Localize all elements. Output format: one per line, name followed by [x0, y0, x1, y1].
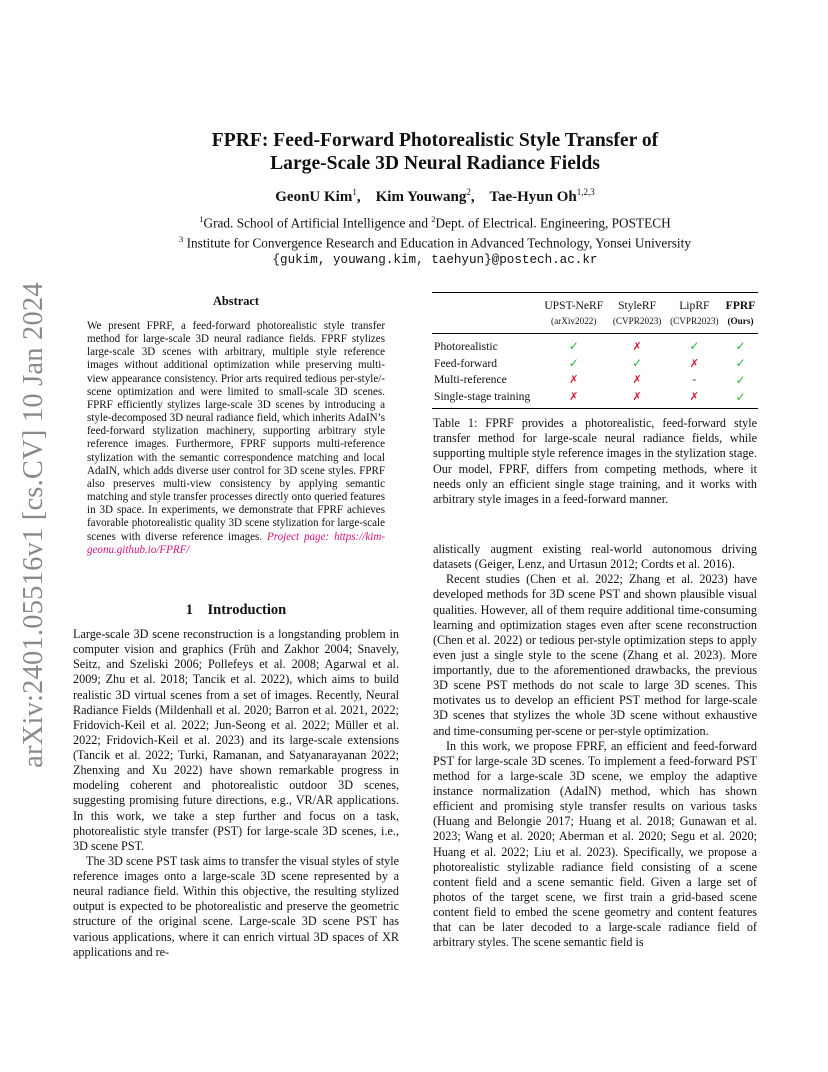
section-title: Introduction — [207, 602, 287, 618]
table-cell: ✗ — [569, 373, 579, 387]
column-header-ours: FPRF — [723, 293, 758, 315]
table-cell: - — [692, 373, 697, 387]
row-label: Photorealistic — [432, 334, 539, 355]
table-cell: ✗ — [608, 334, 665, 355]
table-cell: ✓ — [666, 334, 723, 355]
column-header: StyleRF — [608, 293, 665, 315]
right-column-text — [433, 542, 757, 950]
affiliations — [130, 211, 740, 268]
table-cell: ✗ — [608, 388, 665, 408]
author-name: Kim Youwang — [375, 189, 467, 205]
author-affil-mark: 2 — [466, 187, 471, 197]
project-page-link[interactable]: https://kim-geonu.github.io/FPRF/ — [87, 530, 385, 556]
affiliation-line-2: $^3$ Institute for Convergence Research and Education in Advanced Technology, Yonsei University — [179, 234, 691, 251]
title-line-2: Large-Scale 3D Neural Radiance Fields — [270, 153, 600, 174]
arxiv-id-text: arXiv:2401.05516v1 [cs.CV] 10 Jan 2024 — [18, 282, 49, 768]
table-cell: ✓ — [723, 334, 758, 355]
paragraph: The 3D scene PST task aims to transfer the visual styles of style reference images onto a large-scale 3D scene represented by a neural radiance field. Within this objective, the resulting stylized output is expected to be photorealistic and preserve the geometric structure of the original scene. Large-scale 3D scene PST has various applications, where it can enrich virtual 3D spaces of XR applications and re- — [73, 853, 399, 959]
column-venue: (CVPR2023) — [612, 316, 662, 326]
table-cell: ✓ — [568, 356, 579, 371]
paragraph: alistically augment existing real-world autonomous driving datasets (Geiger, Lenz, and Urtasun 2012; Cordts et al. 2016). — [433, 542, 757, 572]
author-emails: {gukim, youwang.kim, taehyun}@postech.ac.kr — [272, 252, 598, 267]
section-number: 1 — [185, 602, 194, 618]
column-venue-ours: (Ours) — [727, 316, 754, 326]
left-column-text — [73, 627, 399, 960]
column-header: LipRF — [666, 293, 723, 315]
author-name: Tae-Hyun Oh — [489, 189, 577, 205]
table-row — [432, 372, 758, 389]
table-row — [432, 334, 758, 355]
table-cell: ✓ — [735, 372, 746, 387]
table-cell: ✓ — [723, 388, 758, 408]
table-cell: ✗ — [539, 388, 608, 408]
row-label: Feed-forward — [434, 356, 498, 370]
arxiv-identifier — [6, 282, 62, 768]
row-label: Single-stage training — [432, 388, 539, 408]
table-cell: ✗ — [632, 373, 642, 387]
table-row — [432, 388, 758, 408]
table-cell: ✓ — [735, 356, 746, 371]
abstract-body — [87, 320, 385, 557]
table-cell: ✗ — [666, 388, 723, 408]
table-row — [432, 355, 758, 372]
paragraph: In this work, we propose FPRF, an efficient and feed-forward PST for large-scale 3D scenes. To implement a feed-forward PST method for a large-scale 3D scene, we employ the adaptive instance normalization (AdaIN) method, which has shown efficient and promising style transfer results on various tasks (Huang and Belongie 2017; Huang et al. 2018; Gunawan et al. 2023; Wang et al. 2020; Aberman et al. 2020; Segu et al. 2020; Huang et al. 2022; Liu et al. 2023). Specifically, we propose a photorealistic stylizable radiance field consisting of a scene content field and a scene semantic field. Given a large set of photos of the target scene, we first train a grid-based scene content field to embed the scene geometry and content features that can be later decoded to a large-scale radiance field of arbitrary styles. The scene semantic field is — [433, 738, 757, 950]
paragraph: Recent studies (Chen et al. 2022; Zhang et al. 2023) have developed methods for 3D scene PST and shown plausible visual qualities. However, all of them require additional time-consuming learning and optimization stages even after scene reconstruction (Chen et al. 2022) or tedious per-style optimization steps to apply even just a single style to the scene (Zhang et al. 2023). More importantly, due to the aforementioned drawbacks, the previous 3D scene PST methods do not scale to large 3D scenes. This motivates us to develop an efficient PST method for large-scale 3D scenes that stylizes the whole 3D scene without exhaustive and time-consuming per-scene or per-style optimization. — [433, 572, 757, 738]
author-affil-mark: 1,2,3 — [576, 187, 595, 197]
column-venue: (CVPR2023) — [670, 316, 719, 326]
paper-title — [150, 129, 720, 175]
project-page-label: Project page: — [267, 530, 330, 543]
title-line-1: FPRF: Feed-Forward Photorealistic Style Transfer of — [211, 130, 659, 151]
author-name: GeonU Kim — [275, 189, 353, 205]
abstract-text: We present FPRF, a feed-forward photorealistic style transfer method for large-scale 3D neural radiance fields. FPRF stylizes large-scale 3D scenes with arbitrary, multiple style reference images without additional optimization while preserving multi-view appearance consistency. Prior arts required tedious per-style/-scene optimization and were limited to small-scale 3D scenes. FPRF efficiently stylizes large-scale 3D scenes by introducing a style-decomposed 3D neural radiance field, which inherits AdaIN’s feed-forward stylization machinery, supporting arbitrary style reference images. Furthermore, FPRF supports multi-reference stylization with the semantic correspondence matching and local AdaIN, which adds diverse user control for 3D scene styles. FPRF also preserves multi-view consistency by applying semantic matching and style transfer processes directly onto queried features in 3D space. In experiments, we demonstrate that FPRF achieves favorable photorealistic quality 3D scene stylization for large-scale scenes with diverse reference images. — [87, 320, 385, 543]
table-cell: ✓ — [539, 334, 608, 355]
affiliation-line-1: $^1$Grad. School of Artificial Intelligence and $^2$Dept. of Electrical. Engineering, POSTECH — [199, 214, 671, 231]
column-venue: (arXiv2022) — [551, 316, 597, 326]
author-affil-mark: 1 — [352, 187, 357, 197]
row-label: Multi-reference — [434, 373, 507, 387]
abstract-heading: Abstract — [212, 294, 260, 308]
author-list: GeonU Kim$^1$, Kim Youwang$^2$, Tae-Hyun Oh$^{1,2,3}$ — [275, 187, 595, 205]
table-cell: ✗ — [689, 356, 699, 370]
table-cell: ✓ — [632, 356, 643, 371]
table-caption: Table 1: FPRF provides a photorealistic, feed-forward style transfer method for large-scale neural radiance fields, while supporting multiple style reference images in the stylization stage. Our model, FPRF, differs from competing methods, where it needs only an efficient single stage training, and it works with arbitrary style images in a feed-forward manner. — [433, 416, 757, 507]
paragraph: Large-scale 3D scene reconstruction is a longstanding problem in computer vision and graphics (Früh and Zakhor 2004; Snavely, Seitz, and Szeliski 2006; Pollefeys et al. 2008; Agarwal et al. 2009; Zhu et al. 2018; Tancik et al. 2022), which aims to build realistic 3D virtual scenes from a set of images. Recently, Neural Radiance Fields (Mildenhall et al. 2020; Barron et al. 2021, 2022; Fridovich-Keil et al. 2022; Jun-Seong et al. 2022; Müller et al. 2022; Fridovich-Keil et al. 2023) and its large-scale extensions (Tancik et al. 2022; Turki, Ramanan, and Satyanarayanan 2022; Zhenxing and Xu 2022) have shown remarkable progress in modeling coherent and photorealistic outdoor 3D scenes, suggesting promising future directions, e.g., VR/AR applications. In this work, we take a step further and focus on a task, photorealistic style transfer (PST) for large-scale 3D scenes, i.e., 3D scene PST. — [73, 627, 399, 853]
comparison-table — [432, 292, 758, 409]
column-header: UPST-NeRF — [539, 293, 608, 315]
section-heading-introduction — [72, 602, 400, 619]
